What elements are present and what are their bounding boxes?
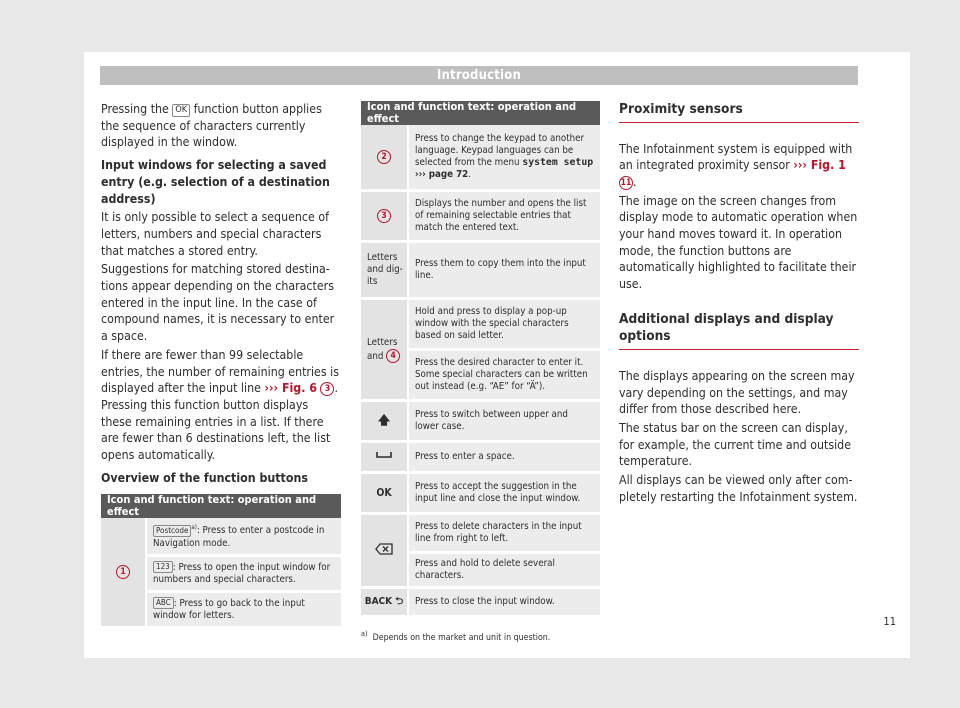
section-header: Introduction xyxy=(100,66,858,85)
shift-icon: 🡅 xyxy=(377,413,391,427)
left-column xyxy=(101,101,341,629)
postcode-key: Postcode xyxy=(153,525,191,537)
table-header: Icon and function text: operation and effect xyxy=(361,101,600,125)
table-row: Press the desired character to enter it. Some special characters can be written out instead (e.g. “AE” for “Ä”). xyxy=(408,350,600,401)
paragraph: The status bar on the screen can display, for example, the current time and outside temperature. xyxy=(619,420,852,469)
proximity-heading: Proximity sensors xyxy=(619,101,859,123)
paragraph: It is only possible to select a sequence of letters, numbers and special characters that matches a stored entry. xyxy=(101,210,329,258)
table-row: Press and hold to delete several characters. xyxy=(408,553,600,588)
function-table-2: Icon and function text: operation and effect 2 Press to change the keypad to another language. Keypad languages can be selected from the menu system setup ››› page 72. 3 Displays the number and opens the list of remaining selectable entries that match the entered text. Letters and digits Press them to copy them into the input line. Letters and 4 Hold and press to display a pop-up window with the special characters based on said letter. Press the desired character to enter it. Some special characters can be written out instead (e.g. “AE” for “Ä”). 🡅 Press to switch between upper and lower case. Press to enter a space. OK Press to accept the suggestion in the input line and close the input window. Press to delete characters in the input line from right to left. Press and hold to delete several characters. BACK ⮌ Press to close the input window. xyxy=(361,101,600,618)
table-row: Press to switch between upper and lower case. xyxy=(408,401,600,442)
overview-heading: Overview of the function buttons xyxy=(101,470,308,485)
numbers-key: 123 xyxy=(153,561,173,573)
table-row: Press to delete characters in the input line from right to left. xyxy=(408,514,600,553)
footnote: $^{a)}$ Depends on the market and unit in question. xyxy=(361,629,551,643)
paragraph: The image on the screen changes from display mode to automatic operation when your hand moves toward it. In operation mode, the function buttons are automatically highlighted to facilitate their use. xyxy=(619,193,858,292)
table-row: Postcode $^{a)}$: Press to enter a postcode in Navigation mode. xyxy=(146,518,341,555)
page-ref-link[interactable]: ››› page 72 xyxy=(415,169,469,180)
table-row: Press to accept the suggestion in the input line and close the input window. xyxy=(408,473,600,514)
table-row: Press them to copy them into the input line. xyxy=(408,242,600,299)
ok-key: OK xyxy=(172,104,190,117)
paragraph: Suggestions for matching stored destinations appear depending on the characters entered in the input line. In the case of compound names, it is necessary to enter a space. xyxy=(101,262,335,344)
subheading: Input windows for selecting a saved entry (e.g. selection of a destination address) xyxy=(101,158,330,206)
page-number: 11 xyxy=(883,615,896,628)
backspace-icon xyxy=(375,543,393,555)
space-icon xyxy=(376,451,392,459)
middle-column xyxy=(361,101,600,647)
table-row: Press to change the keypad to another language. Keypad languages can be selected from the menu system setup ››› page 72. xyxy=(408,125,600,191)
table-row: Hold and press to display a pop-up window with the special characters based on said letter. xyxy=(408,299,600,350)
back-icon: ⮌ xyxy=(395,596,404,607)
paragraph: All displays can be viewed only after completely restarting the Infotainment system. xyxy=(619,473,858,504)
paragraph: The Infotainment system is equipped with an integrated proximity sensor ››› Fig. 1 11 . xyxy=(619,141,853,189)
table-row: 123 : Press to open the input window for numbers and special characters. xyxy=(146,555,341,591)
fig-ref-link[interactable]: ››› Fig. 1 xyxy=(793,158,846,173)
letters-key: ABC xyxy=(153,597,174,609)
paragraph: If there are fewer than 99 selectable entries, the number of remaining entries is displayed after the input line ››› Fig. 6 3 . Pressing this function button displays these remaining entries in a list. If there are fewer than 6 destinations left, the list opens automatically. xyxy=(101,347,339,463)
ok-paragraph: Pressing the OK function button applies the sequence of characters currently displayed in the window. xyxy=(101,102,322,150)
right-column xyxy=(619,101,859,511)
table-row: ABC : Press to go back to the input window for letters. xyxy=(146,591,341,627)
letters-digits-label: Letters and digits xyxy=(361,242,408,299)
function-table-1 xyxy=(101,494,341,628)
callout-4: 4 xyxy=(386,349,400,363)
menu-name: system setup xyxy=(522,157,594,168)
callout-1: 1 xyxy=(116,565,130,579)
table-row: Press to enter a space. xyxy=(408,442,600,473)
table-row: Press to close the input window. xyxy=(408,588,600,617)
back-label: BACK xyxy=(364,596,393,607)
additional-displays-heading: Additional displays and display options xyxy=(619,311,859,350)
paragraph: The displays appearing on the screen may vary depending on the settings, and may differ from those described here. xyxy=(619,368,855,417)
fig-ref-link[interactable]: ››› Fig. 6 xyxy=(264,381,317,396)
callout-3: 3 xyxy=(377,209,391,223)
callout-3: 3 xyxy=(320,382,334,396)
table-row: Displays the number and opens the list of remaining selectable entries that match the entered text. xyxy=(408,191,600,242)
ok-label: OK xyxy=(361,473,408,514)
table-header: Icon and function text: operation and effect xyxy=(101,494,341,518)
callout-11: 11 xyxy=(620,177,632,188)
callout-2: 2 xyxy=(377,150,391,164)
